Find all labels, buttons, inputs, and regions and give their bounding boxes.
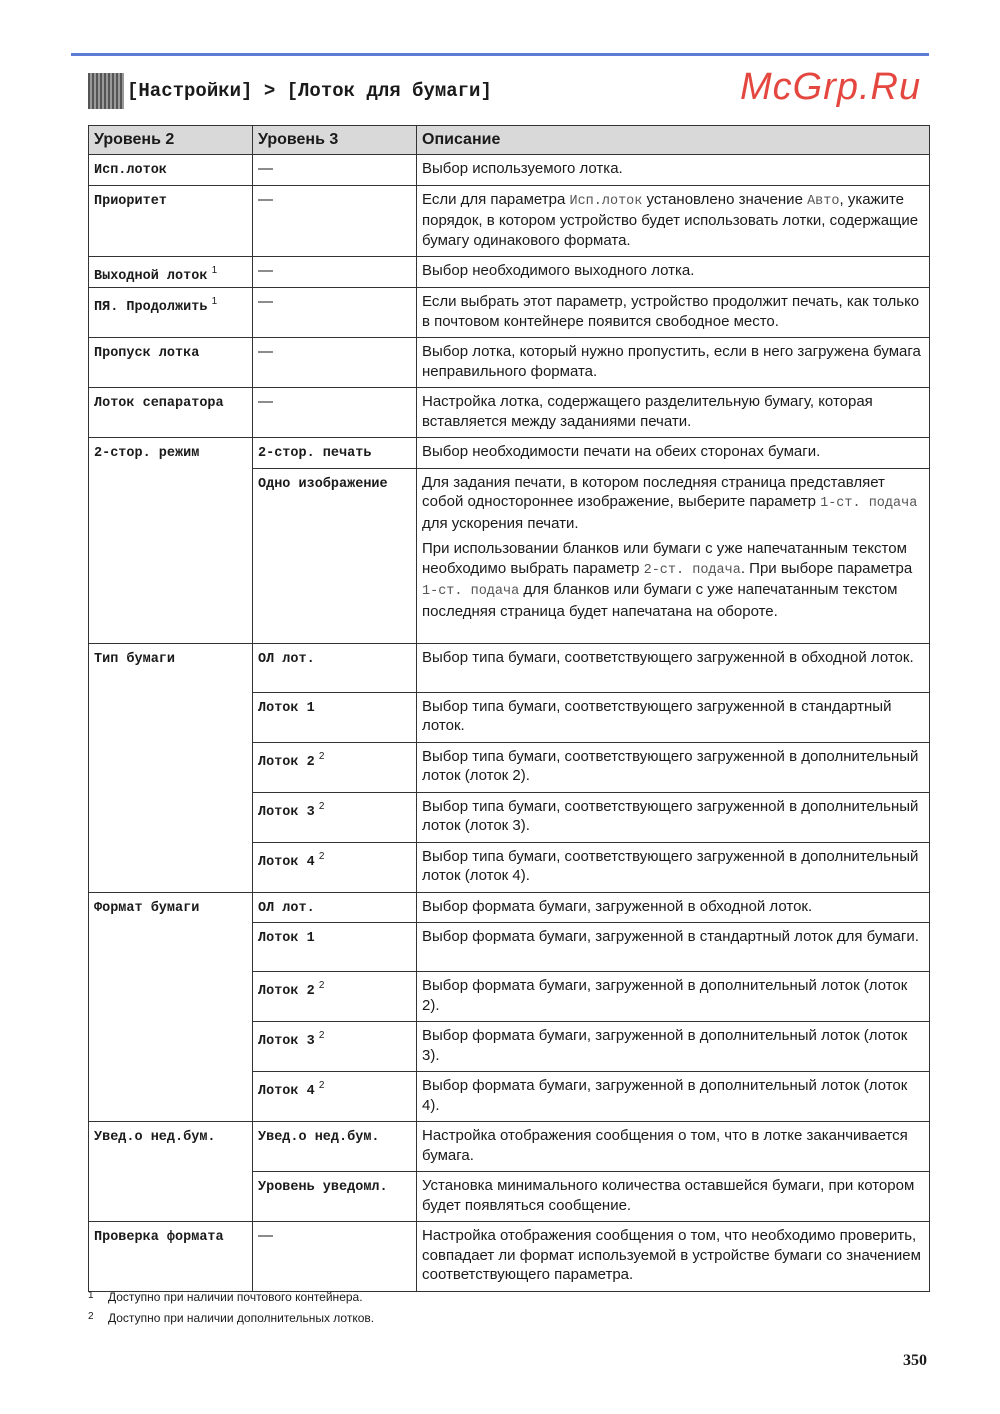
description-cell <box>417 288 930 338</box>
footnote-text: Доступно при наличии почтового контейнера. <box>108 1290 363 1304</box>
table-row <box>89 155 930 186</box>
level3-cell <box>253 388 417 438</box>
level3-cell <box>253 185 417 257</box>
table-row <box>89 1122 930 1172</box>
level2-label: Проверка формата <box>94 1230 224 1245</box>
description-cell <box>417 643 930 692</box>
description-text: Настройка лотка, содержащего разделительную бумагу, которая вставляется между заданиями печати. <box>422 393 873 430</box>
parameter-value: 1-ст. подача <box>422 584 520 599</box>
footnote-ref: 2 <box>318 750 325 762</box>
footnote-text: Доступно при наличии дополнительных лотков. <box>108 1311 375 1325</box>
description-paragraph <box>422 159 924 179</box>
top-rule <box>71 53 929 56</box>
description-text: При использовании бланков или бумаги с уже напечатанным текстом необходимо выбрать параметр <box>422 540 907 577</box>
description-paragraph <box>422 697 924 736</box>
description-paragraph <box>422 976 924 1015</box>
description-cell <box>417 1072 930 1122</box>
description-text: Для задания печати, в котором последняя страница представляет собой одностороннее изображение, выберите параметр <box>422 473 885 510</box>
table-row <box>89 257 930 288</box>
description-text: . При выборе параметра <box>740 559 913 577</box>
description-text: Если для параметра <box>422 190 570 208</box>
level3-label: 2-стор. печать <box>258 446 372 461</box>
level3-cell <box>253 1122 417 1172</box>
description-text: Настройка отображения сообщения о том, что в лотке заканчивается бумага. <box>422 1127 908 1164</box>
description-cell <box>417 923 930 972</box>
level2-label: Исп.лоток <box>94 163 167 178</box>
level3-cell <box>253 923 417 972</box>
description-paragraph <box>422 539 924 621</box>
footnote-ref: 1 <box>211 296 218 307</box>
description-paragraph <box>422 897 924 917</box>
level3-label: — <box>258 343 273 360</box>
column-header: Описание <box>417 126 930 155</box>
level3-cell <box>253 692 417 742</box>
description-paragraph <box>422 1176 924 1215</box>
parameter-value: Исп.лоток <box>569 193 643 209</box>
description-paragraph <box>422 342 924 381</box>
level3-label: — <box>258 393 273 410</box>
table-row <box>89 338 930 388</box>
description-cell <box>417 892 930 923</box>
description-paragraph <box>422 261 924 281</box>
level3-cell <box>253 1072 417 1122</box>
section-header <box>88 73 492 109</box>
description-text: Выбор используемого лотка. <box>422 160 623 177</box>
description-paragraph <box>422 190 924 251</box>
level2-label: ПЯ. Продолжить <box>94 300 208 315</box>
level2-cell <box>89 155 253 186</box>
table-row <box>89 438 930 469</box>
level3-label: Лоток 2 <box>258 984 315 999</box>
level2-cell <box>89 1122 253 1222</box>
level3-label: Лоток 3 <box>258 1034 315 1049</box>
level2-cell <box>89 388 253 438</box>
footnote-ref: 2 <box>318 800 325 812</box>
description-text: Выбор формата бумаги, загруженной в обходной лоток. <box>422 897 813 915</box>
level3-cell <box>253 338 417 388</box>
level2-cell <box>89 892 253 1122</box>
description-cell <box>417 742 930 792</box>
table-row <box>89 288 930 338</box>
level3-label: Лоток 1 <box>258 931 315 946</box>
description-text: Выбор формата бумаги, загруженной в дополнительный лоток (лоток 4). <box>422 1077 908 1114</box>
description-text: Настройка отображения сообщения о том, что необходимо проверить, совпадает ли формат используемой в устройстве бумаги со значением соответствующего параметра. <box>422 1227 921 1283</box>
level3-label: ОЛ лот. <box>258 651 315 667</box>
column-header: Уровень 3 <box>253 126 417 155</box>
description-text: Выбор необходимого выходного лотка. <box>422 262 695 279</box>
description-text: Выбор типа бумаги, соответствующего загруженной в обходной лоток. <box>422 648 914 666</box>
description-text: Выбор типа бумаги, соответствующего загруженной в стандартный лоток. <box>422 697 892 734</box>
description-cell <box>417 1222 930 1292</box>
description-cell <box>417 155 930 186</box>
table-row <box>89 643 930 692</box>
description-text: для ускорения печати. <box>422 514 579 532</box>
parameter-value: 2-ст. подача <box>643 562 741 578</box>
description-paragraph <box>422 1226 924 1285</box>
description-cell <box>417 692 930 742</box>
level2-cell <box>89 257 253 288</box>
level2-cell <box>89 185 253 257</box>
description-cell <box>417 185 930 257</box>
watermark: McGrp.Ru <box>740 66 922 108</box>
description-cell <box>417 792 930 842</box>
level2-label: Увед.о нед.бум. <box>94 1130 216 1145</box>
level3-label: Одно изображение <box>258 476 388 492</box>
level2-cell <box>89 338 253 388</box>
description-text: Выбор формата бумаги, загруженной в стандартный лоток для бумаги. <box>422 928 919 945</box>
level3-label: Уровень уведомл. <box>258 1180 388 1195</box>
description-cell <box>417 338 930 388</box>
level3-label: — <box>258 160 273 177</box>
level2-cell <box>89 288 253 338</box>
level2-label: Формат бумаги <box>94 900 200 916</box>
level3-label: — <box>258 190 273 208</box>
level2-label: Пропуск лотка <box>94 346 200 361</box>
description-paragraph <box>422 473 924 534</box>
description-paragraph <box>422 1026 924 1065</box>
description-paragraph <box>422 392 924 431</box>
table-row <box>89 185 930 257</box>
footnote <box>88 1290 363 1304</box>
description-text: для бланков или бумаги с уже напечатанным текстом последняя страница будет напечатана на обороте. <box>422 581 898 620</box>
description-text: Установка минимального количества оставшейся бумаги, при котором будет появляться сообщение. <box>422 1177 915 1214</box>
page-number: 350 <box>903 1352 927 1369</box>
level3-label: ОЛ лот. <box>258 900 315 916</box>
level2-label: Выходной лоток <box>94 269 208 284</box>
settings-menu-icon <box>88 73 124 109</box>
description-cell <box>417 1172 930 1222</box>
level2-cell <box>89 438 253 644</box>
level3-label: Лоток 2 <box>258 754 315 770</box>
description-paragraph <box>422 648 924 668</box>
description-text: Выбор формата бумаги, загруженной в дополнительный лоток (лоток 2). <box>422 977 908 1014</box>
parameter-value: Авто <box>807 193 840 209</box>
table-row <box>89 388 930 438</box>
description-paragraph <box>422 1076 924 1115</box>
level3-label: Лоток 1 <box>258 700 315 716</box>
description-cell <box>417 842 930 892</box>
footnote-ref: 2 <box>318 850 325 862</box>
level3-cell <box>253 1172 417 1222</box>
footnote-ref: 2 <box>318 1080 325 1091</box>
description-cell <box>417 468 930 643</box>
settings-table <box>88 125 930 1292</box>
level2-cell <box>89 643 253 892</box>
description-paragraph <box>422 797 924 836</box>
level3-cell <box>253 288 417 338</box>
description-cell <box>417 972 930 1022</box>
section-title: [Настройки] > [Лоток для бумаги] <box>127 80 492 102</box>
footnote-number: 2 <box>88 1311 94 1322</box>
description-text: , укажите порядок, в котором устройство будет использовать лотки, содержащие бумагу одинакового формата. <box>422 190 919 249</box>
level3-label: — <box>258 293 273 310</box>
level3-label: — <box>258 262 273 279</box>
footnote-ref: 2 <box>318 1030 325 1041</box>
description-text: установлено значение <box>642 190 808 208</box>
level3-label: — <box>258 1227 273 1244</box>
description-paragraph <box>422 747 924 786</box>
description-paragraph <box>422 1126 924 1165</box>
level3-cell <box>253 842 417 892</box>
level3-cell <box>253 892 417 923</box>
level2-label: Лоток сепаратора <box>94 396 224 411</box>
description-text: Выбор типа бумаги, соответствующего загруженной в дополнительный лоток (лоток 4). <box>422 847 919 884</box>
description-cell <box>417 1022 930 1072</box>
description-cell <box>417 1122 930 1172</box>
level2-label: 2-стор. режим <box>94 446 200 461</box>
description-text: Выбор лотка, который нужно пропустить, если в него загружена бумага неправильного формата. <box>422 343 921 380</box>
level2-label: Приоритет <box>94 193 167 209</box>
level3-cell <box>253 257 417 288</box>
level3-cell <box>253 438 417 469</box>
level2-label: Тип бумаги <box>94 651 176 667</box>
footnote-ref: 2 <box>318 980 325 991</box>
description-text: Выбор необходимости печати на обеих сторонах бумаги. <box>422 443 821 460</box>
level3-cell <box>253 742 417 792</box>
level3-cell <box>253 643 417 692</box>
footnote-number: 1 <box>88 1290 94 1301</box>
level3-cell <box>253 792 417 842</box>
level3-cell <box>253 155 417 186</box>
description-cell <box>417 388 930 438</box>
level3-cell <box>253 1222 417 1292</box>
description-paragraph <box>422 442 924 462</box>
footnote-ref: 1 <box>211 265 218 276</box>
level3-label: Лоток 3 <box>258 804 315 820</box>
level3-label: Лоток 4 <box>258 1084 315 1099</box>
description-paragraph <box>422 847 924 886</box>
level3-cell <box>253 1022 417 1072</box>
table-row <box>89 892 930 923</box>
level3-cell <box>253 468 417 643</box>
level2-cell <box>89 1222 253 1292</box>
description-text: Выбор типа бумаги, соответствующего загруженной в дополнительный лоток (лоток 2). <box>422 747 919 784</box>
description-text: Выбор типа бумаги, соответствующего загруженной в дополнительный лоток (лоток 3). <box>422 797 919 834</box>
footnote <box>88 1311 374 1325</box>
description-text: Выбор формата бумаги, загруженной в дополнительный лоток (лоток 3). <box>422 1027 908 1064</box>
description-text: Если выбрать этот параметр, устройство продолжит печать, как только в почтовом контейнере появится свободное место. <box>422 293 920 330</box>
table-header-row <box>89 126 930 155</box>
parameter-value: 1-ст. подача <box>820 496 918 511</box>
description-paragraph <box>422 292 924 331</box>
column-header: Уровень 2 <box>89 126 253 155</box>
description-cell <box>417 257 930 288</box>
level3-label: Лоток 4 <box>258 854 315 870</box>
description-cell <box>417 438 930 469</box>
level3-label: Увед.о нед.бум. <box>258 1130 380 1145</box>
description-paragraph <box>422 927 924 947</box>
table-row <box>89 1222 930 1292</box>
level3-cell <box>253 972 417 1022</box>
